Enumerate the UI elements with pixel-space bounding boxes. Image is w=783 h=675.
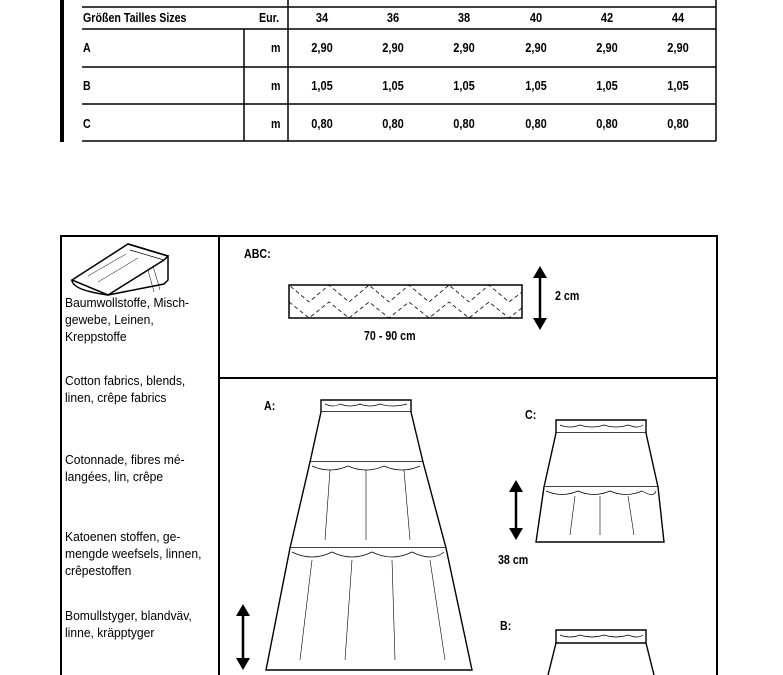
row-a-value-34: 2,90 [311, 40, 333, 55]
row-c-label: C [83, 116, 91, 131]
skirt-c-length-label: 38 cm [498, 552, 529, 567]
skirt-a-length-arrow [236, 604, 250, 670]
skirt-c-length-arrow [509, 480, 523, 540]
row-b-value-34: 1,05 [311, 78, 333, 93]
row-b-label: B [83, 78, 91, 93]
size-42: 42 [600, 10, 614, 25]
fabric-panel [0, 230, 783, 675]
sizes-header: Größen Tailles Sizes [83, 10, 187, 25]
row-c-value-38: 0,80 [453, 116, 475, 131]
skirt-c-label: C: [525, 407, 537, 422]
fabric-text-dutch: Katoenen stoffen, ge- mengde weefsels, linnen, crêpestoffen [65, 529, 202, 578]
size-40: 40 [529, 10, 543, 25]
fabric-text-swedish: Bomullstyger, blandväv, linne, kräpptyger [65, 608, 192, 640]
row-a-value-42: 2,90 [596, 40, 618, 55]
strip-width-label: 70 - 90 cm [364, 328, 416, 343]
row-a-label: A [83, 40, 91, 55]
row-c-value-34: 0,80 [311, 116, 333, 131]
skirt-b-label: B: [500, 618, 512, 633]
skirt-a-drawing [266, 400, 472, 670]
skirt-b-drawing [548, 630, 654, 675]
row-b-value-42: 1,05 [596, 78, 618, 93]
skirt-drawings [0, 230, 783, 675]
row-b-unit: m [271, 78, 281, 93]
eur-header: Eur. [259, 10, 280, 25]
size-44: 44 [671, 10, 685, 25]
row-c-value-40: 0,80 [525, 116, 547, 131]
row-b-value-38: 1,05 [453, 78, 475, 93]
fabric-text-french: Cotonnade, fibres mé- langées, lin, crêpe [65, 452, 185, 484]
row-c-value-44: 0,80 [667, 116, 689, 131]
row-b-value-40: 1,05 [525, 78, 547, 93]
size-36: 36 [386, 10, 400, 25]
row-a-value-40: 2,90 [525, 40, 547, 55]
yardage-table [0, 0, 783, 145]
strip-height-label: 2 cm [555, 288, 580, 303]
fabric-text-english: Cotton fabrics, blends, linen, crêpe fabrics [65, 373, 186, 405]
row-a-value-36: 2,90 [382, 40, 404, 55]
row-a-unit: m [271, 40, 281, 55]
row-b-value-44: 1,05 [667, 78, 689, 93]
row-c-value-42: 0,80 [596, 116, 618, 131]
row-c-value-36: 0,80 [382, 116, 404, 131]
size-38: 38 [457, 10, 471, 25]
skirt-c-drawing [536, 420, 664, 542]
row-c-unit: m [271, 116, 281, 131]
row-a-value-38: 2,90 [453, 40, 475, 55]
size-34: 34 [315, 10, 329, 25]
skirt-a-label: A: [264, 398, 276, 413]
strip-views-label: ABC: [244, 246, 271, 261]
row-b-value-36: 1,05 [382, 78, 404, 93]
fabric-text-german: Baumwollstoffe, Misch- gewebe, Leinen, Kreppstoffe [65, 295, 190, 344]
row-a-value-44: 2,90 [667, 40, 689, 55]
